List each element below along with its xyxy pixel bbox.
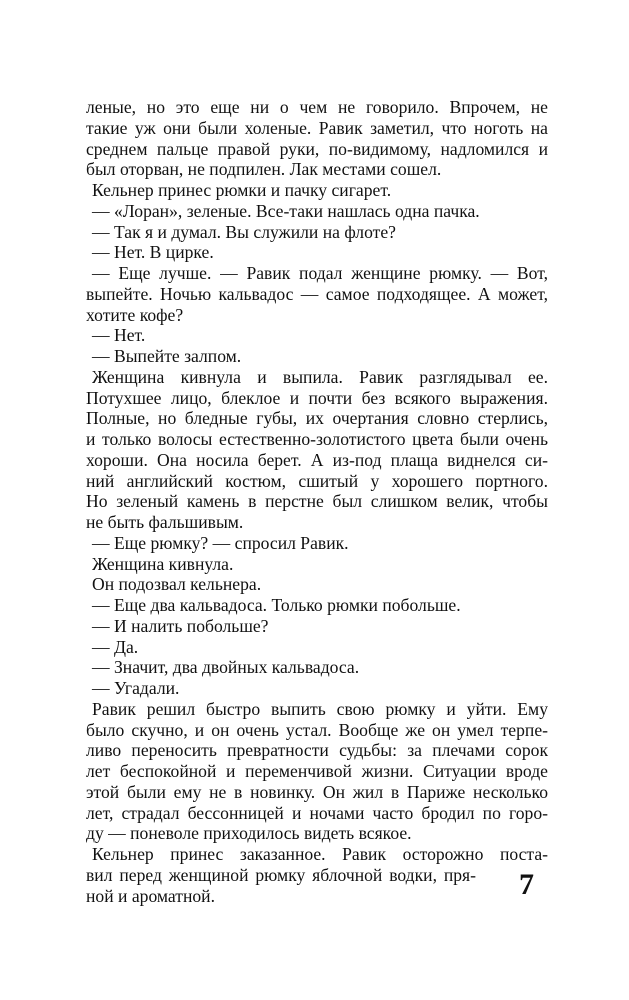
body-text xyxy=(86,97,548,906)
text-line: — Еще рюмку? — спросил Равик. xyxy=(92,532,349,553)
text-line: было скучно, и он очень устал. Вообще же он умел терпе- xyxy=(86,719,548,740)
text-line: — Нет. xyxy=(92,325,146,346)
text-line: Женщина кивнула. xyxy=(92,553,234,574)
text-line: был оторван, не подпилен. Лак местами сошел. xyxy=(86,159,442,180)
text-line: Но зеленый камень в перстне был слишком велик, чтобы xyxy=(86,491,548,512)
page-number: 7 xyxy=(519,868,534,901)
text-line: вил перед женщиной рюмку яблочной водки, пря- xyxy=(86,864,476,885)
text-line: леные, но это еще ни о чем не говорило. Впрочем, не xyxy=(86,97,548,117)
text-line: — И налить побольше? xyxy=(92,615,269,636)
text-line: лет, страдал бессонницей и ночами часто бродил по горо- xyxy=(86,802,548,823)
text-line: — Нет. В цирке. xyxy=(92,242,214,263)
text-line: — Выпейте залпом. xyxy=(92,346,242,366)
text-line: — Еще лучше. — Равик подал женщине рюмку. — Вот, xyxy=(92,263,548,283)
text-line: — «Лоран», зеленые. Все-таки нашлась одна пачка. xyxy=(92,200,480,221)
text-line: Кельнер принес рюмки и пачку сигарет. xyxy=(92,180,392,200)
text-line: такие уж они были холеные. Равик заметил, что ноготь на xyxy=(86,117,548,138)
text-line: Он подозвал кельнера. xyxy=(92,574,262,595)
text-line: — Да. xyxy=(92,636,139,657)
text-line: Потухшее лицо, блеклое и почти без всякого выражения. xyxy=(86,387,548,408)
text-line: ду — поневоле приходилось видеть всякое. xyxy=(86,823,412,844)
text-line: ливо переносить превратности судьбы: за плечами сорок xyxy=(86,740,548,761)
text-line: ной и ароматной. xyxy=(86,885,215,906)
text-line: Равик решил быстро выпить свою рюмку и уйти. Ему xyxy=(92,698,548,719)
text-line: среднем пальце правой руки, по-видимому, надломился и xyxy=(86,138,548,159)
text-line: ний английский костюм, сшитый у хорошего портного. xyxy=(86,470,548,491)
text-line: — Значит, два двойных кальвадоса. xyxy=(92,657,360,678)
text-line: — Так я и думал. Вы служили на флоте? xyxy=(92,221,396,242)
text-line: хотите кофе? xyxy=(86,304,184,325)
text-line: Женщина кивнула и выпила. Равик разглядывал ее. xyxy=(92,366,548,387)
text-line: лет беспокойной и переменчивой жизни. Ситуации вроде xyxy=(86,761,548,781)
text-line: Кельнер принес заказанное. Равик осторожно поста- xyxy=(92,844,548,864)
text-line: не быть фальшивым. xyxy=(86,512,244,532)
text-line: хороши. Она носила берет. А из-под плаща виднелся си- xyxy=(86,449,548,470)
text-line: — Еще два кальвадоса. Только рюмки побольше. xyxy=(92,595,461,615)
text-line: — Угадали. xyxy=(92,678,180,698)
text-line: этой были ему не в новинку. Он жил в Париже несколько xyxy=(86,781,548,802)
text-line: и только волосы естественно-золотистого цвета были очень xyxy=(86,429,548,449)
text-line: выпейте. Ночью кальвадос — самое подходящее. А может, xyxy=(86,283,548,304)
text-line: Полные, но бледные губы, их очертания словно стерлись, xyxy=(86,408,548,429)
